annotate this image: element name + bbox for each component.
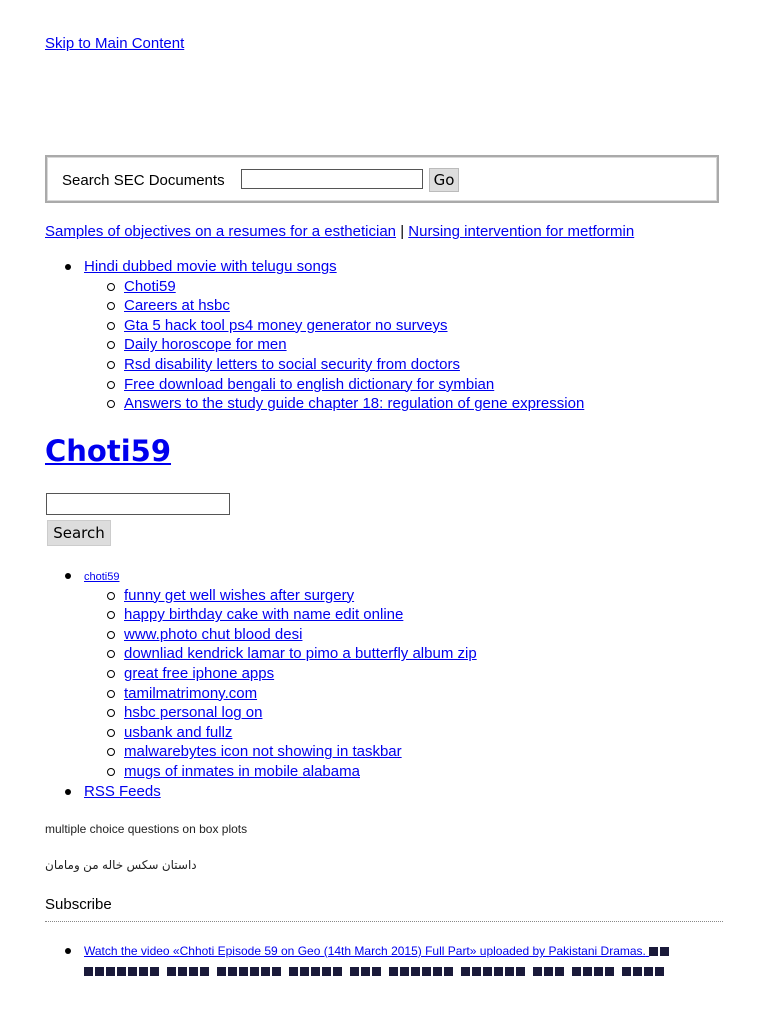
sec-search-input[interactable] (241, 169, 423, 189)
list-item (65, 586, 477, 606)
missing-glyph-icons (572, 964, 616, 978)
circle-bullet-icon (107, 322, 115, 330)
list-item (65, 723, 477, 743)
sec-search-label: Search SEC Documents (62, 172, 225, 189)
esthetician-resume-link[interactable]: Samples of objectives on a resumes for a esthetician (45, 223, 397, 240)
nav-child-link[interactable]: Careers at hsbc (124, 297, 230, 315)
missing-glyph-icons (461, 964, 527, 978)
bullet-icon (65, 573, 71, 579)
site-search-button[interactable]: Search (47, 520, 111, 546)
nav-child-link[interactable]: Answers to the study guide chapter 18: regulation of gene expression (124, 395, 585, 413)
rss-feeds-link[interactable]: RSS Feeds (84, 782, 161, 800)
circle-bullet-icon (107, 670, 115, 678)
list-item (65, 355, 584, 375)
missing-glyph-icons (533, 964, 566, 978)
body-text-line-rtl: داستان سکس خاله من ومامان (45, 858, 197, 872)
subscribe-heading: Subscribe (45, 896, 112, 913)
nav-child-link[interactable]: Free download bengali to english dictionary for symbian (124, 375, 495, 393)
skip-to-main-link[interactable]: Skip to Main Content (45, 35, 185, 52)
list-item (65, 762, 477, 782)
sec-search-box (45, 155, 719, 203)
list-item (65, 664, 477, 684)
missing-glyph-icons (649, 944, 671, 958)
list-item (65, 257, 584, 277)
subscribe-list (65, 941, 705, 981)
site-title-link[interactable]: Choti59 (45, 434, 172, 468)
bullet-icon (65, 264, 71, 270)
missing-glyph-icons (167, 964, 211, 978)
content-child-link[interactable]: funny get well wishes after surgery (124, 586, 355, 604)
content-child-link[interactable]: downliad kendrick lamar to pimo a butterfly album zip (124, 645, 477, 663)
metformin-link[interactable]: Nursing intervention for metformin (408, 223, 635, 240)
nav-list (65, 257, 584, 414)
list-item (65, 394, 584, 414)
list-item (65, 566, 477, 586)
content-child-link[interactable]: hsbc personal log on (124, 704, 263, 722)
content-child-link[interactable]: usbank and fullz (124, 723, 233, 741)
list-item (65, 742, 477, 762)
circle-bullet-icon (107, 631, 115, 639)
content-list (65, 566, 477, 801)
list-item (65, 703, 477, 723)
circle-bullet-icon (107, 592, 115, 600)
list-item (65, 335, 584, 355)
link-separator: | (400, 223, 405, 240)
top-links (45, 223, 634, 240)
circle-bullet-icon (107, 361, 115, 369)
circle-bullet-icon (107, 729, 115, 737)
circle-bullet-icon (107, 381, 115, 389)
content-parent-link[interactable]: choti59 (84, 571, 120, 583)
content-child-link[interactable]: tamilmatrimony.com (124, 684, 258, 702)
list-item (65, 375, 584, 395)
nav-child-link[interactable]: Rsd disability letters to social security from doctors (124, 355, 460, 373)
nav-parent-link[interactable]: Hindi dubbed movie with telugu songs (84, 258, 337, 275)
content-child-link[interactable]: malwarebytes icon not showing in taskbar (124, 743, 402, 761)
list-item (65, 782, 477, 802)
missing-glyph-icons (389, 964, 455, 978)
nav-child-link[interactable]: Daily horoscope for men (124, 336, 287, 354)
nav-child-link[interactable]: Gta 5 hack tool ps4 money generator no surveys (124, 316, 448, 334)
missing-glyph-icons (84, 964, 161, 978)
bullet-icon (65, 948, 71, 954)
site-search-input[interactable] (46, 493, 230, 515)
subscribe-video-link[interactable] (84, 944, 677, 978)
list-item (65, 625, 477, 645)
divider (45, 921, 723, 922)
body-text-line: multiple choice questions on box plots (45, 822, 248, 836)
list-item (65, 316, 584, 336)
list-item (65, 605, 477, 625)
content-child-link[interactable]: www.photo chut blood desi (124, 625, 303, 643)
list-item (65, 941, 705, 981)
go-button[interactable]: Go (429, 168, 459, 192)
content-child-link[interactable]: great free iphone apps (124, 664, 275, 682)
subscribe-video-text: Watch the video «Chhoti Episode 59 on Geo (14th March 2015) Full Part» uploaded by Pakistani Dramas. (84, 944, 646, 958)
list-item (65, 296, 584, 316)
missing-glyph-icons (289, 964, 344, 978)
list-item (65, 644, 477, 664)
content-child-link[interactable]: mugs of inmates in mobile alabama (124, 762, 360, 780)
missing-glyph-icons (622, 964, 666, 978)
nav-child-link[interactable]: Choti59 (124, 277, 176, 295)
circle-bullet-icon (107, 690, 115, 698)
list-item (65, 277, 584, 297)
bullet-icon (65, 789, 71, 795)
missing-glyph-icons (217, 964, 283, 978)
circle-bullet-icon (107, 768, 115, 776)
list-item (65, 684, 477, 704)
circle-bullet-icon (107, 283, 115, 291)
missing-glyph-icons (350, 964, 383, 978)
content-child-link[interactable]: happy birthday cake with name edit online (124, 606, 404, 624)
